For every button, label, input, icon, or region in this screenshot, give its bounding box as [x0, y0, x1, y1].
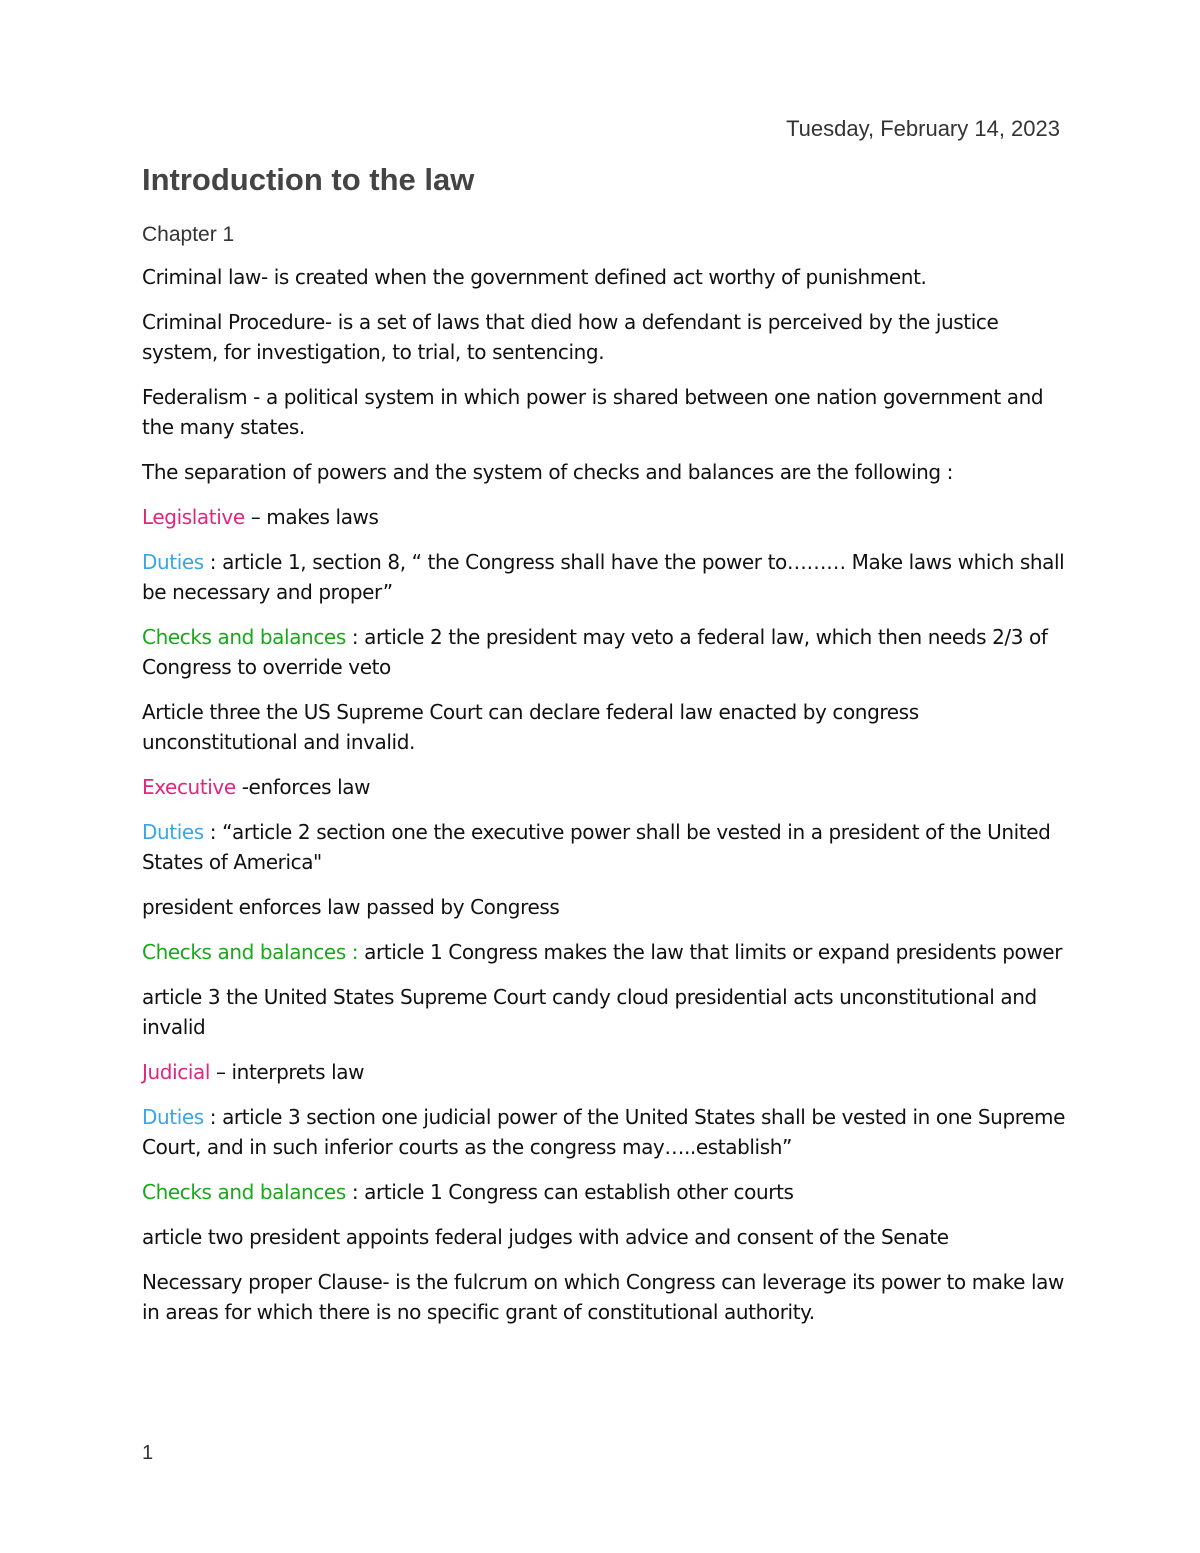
federalism-paragraph: Federalism - a political system in which power is shared between one nation government and the many states.: [142, 385, 1044, 439]
chapter-heading: Chapter 1: [142, 223, 235, 246]
criminal-procedure-paragraph: Criminal Procedure- is a set of laws that died how a defendant is perceived by the justice system, for investigation, to trial, to sentencing.: [142, 310, 999, 364]
legislative-paragraph: [142, 502, 1072, 532]
judicial-duties-label: Duties: [142, 1105, 204, 1129]
page-number: 1: [142, 1442, 154, 1464]
judicial-paragraph: [142, 1057, 1072, 1087]
legislative-checks-label: Checks and balances: [142, 625, 346, 649]
executive-checks-label: Checks and balances :: [142, 940, 365, 964]
judicial-extra-paragraph: article two president appoints federal judges with advice and consent of the Senate: [142, 1225, 949, 1249]
legislative-checks-text: : article 2 the president may veto a federal law, which then needs 2/3 of Congress to override veto: [142, 625, 1048, 679]
necessary-proper-paragraph: Necessary proper Clause- is the fulcrum on which Congress can leverage its power to make law in areas for which there is no specific grant of constitutional authority.: [142, 1270, 1064, 1324]
legislative-duties-text: : article 1, section 8, “ the Congress shall have the power to……… Make laws which shall be necessary and proper”: [142, 550, 1065, 604]
legislative-checks-paragraph: [142, 622, 1072, 682]
legislative-duties-paragraph: [142, 547, 1072, 607]
legislative-text: – makes laws: [244, 505, 379, 529]
judicial-checks-label: Checks and balances: [142, 1180, 346, 1204]
criminal-law-paragraph: Criminal law- is created when the government defined act worthy of punishment.: [142, 265, 927, 289]
executive-label: Executive: [142, 775, 236, 799]
legislative-extra-paragraph: Article three the US Supreme Court can declare federal law enacted by congress unconstitutional and invalid.: [142, 700, 919, 754]
judicial-checks-paragraph: [142, 1177, 1072, 1207]
judicial-duties-paragraph: [142, 1102, 1072, 1162]
document-date: Tuesday, February 14, 2023: [786, 116, 1060, 141]
legislative-duties-label: Duties: [142, 550, 204, 574]
executive-checks-paragraph: [142, 937, 1072, 967]
judicial-duties-text: : article 3 section one judicial power of the United States shall be vested in one Supreme Court, and in such inferior courts as the congress may…..establish”: [142, 1105, 1066, 1159]
executive-text: -enforces law: [235, 775, 371, 799]
executive-extra2-paragraph: article 3 the United States Supreme Court candy cloud presidential acts unconstitutional and invalid: [142, 985, 1037, 1039]
executive-checks-text: article 1 Congress makes the law that limits or expand presidents power: [364, 940, 1063, 964]
document-title: Introduction to the law: [142, 162, 475, 197]
executive-duties-label: Duties: [142, 820, 204, 844]
judicial-text: – interprets law: [210, 1060, 365, 1084]
executive-duties-text: : “article 2 section one the executive power shall be vested in a president of the United States of America": [142, 820, 1051, 874]
document-body: [142, 262, 1072, 1342]
judicial-label: Judicial: [142, 1060, 210, 1084]
judicial-checks-text: : article 1 Congress can establish other courts: [345, 1180, 794, 1204]
executive-extra-paragraph: president enforces law passed by Congress: [142, 895, 560, 919]
executive-duties-paragraph: [142, 817, 1072, 877]
legislative-label: Legislative: [142, 505, 245, 529]
executive-paragraph: [142, 772, 1072, 802]
separation-intro-paragraph: The separation of powers and the system of checks and balances are the following :: [142, 460, 953, 484]
